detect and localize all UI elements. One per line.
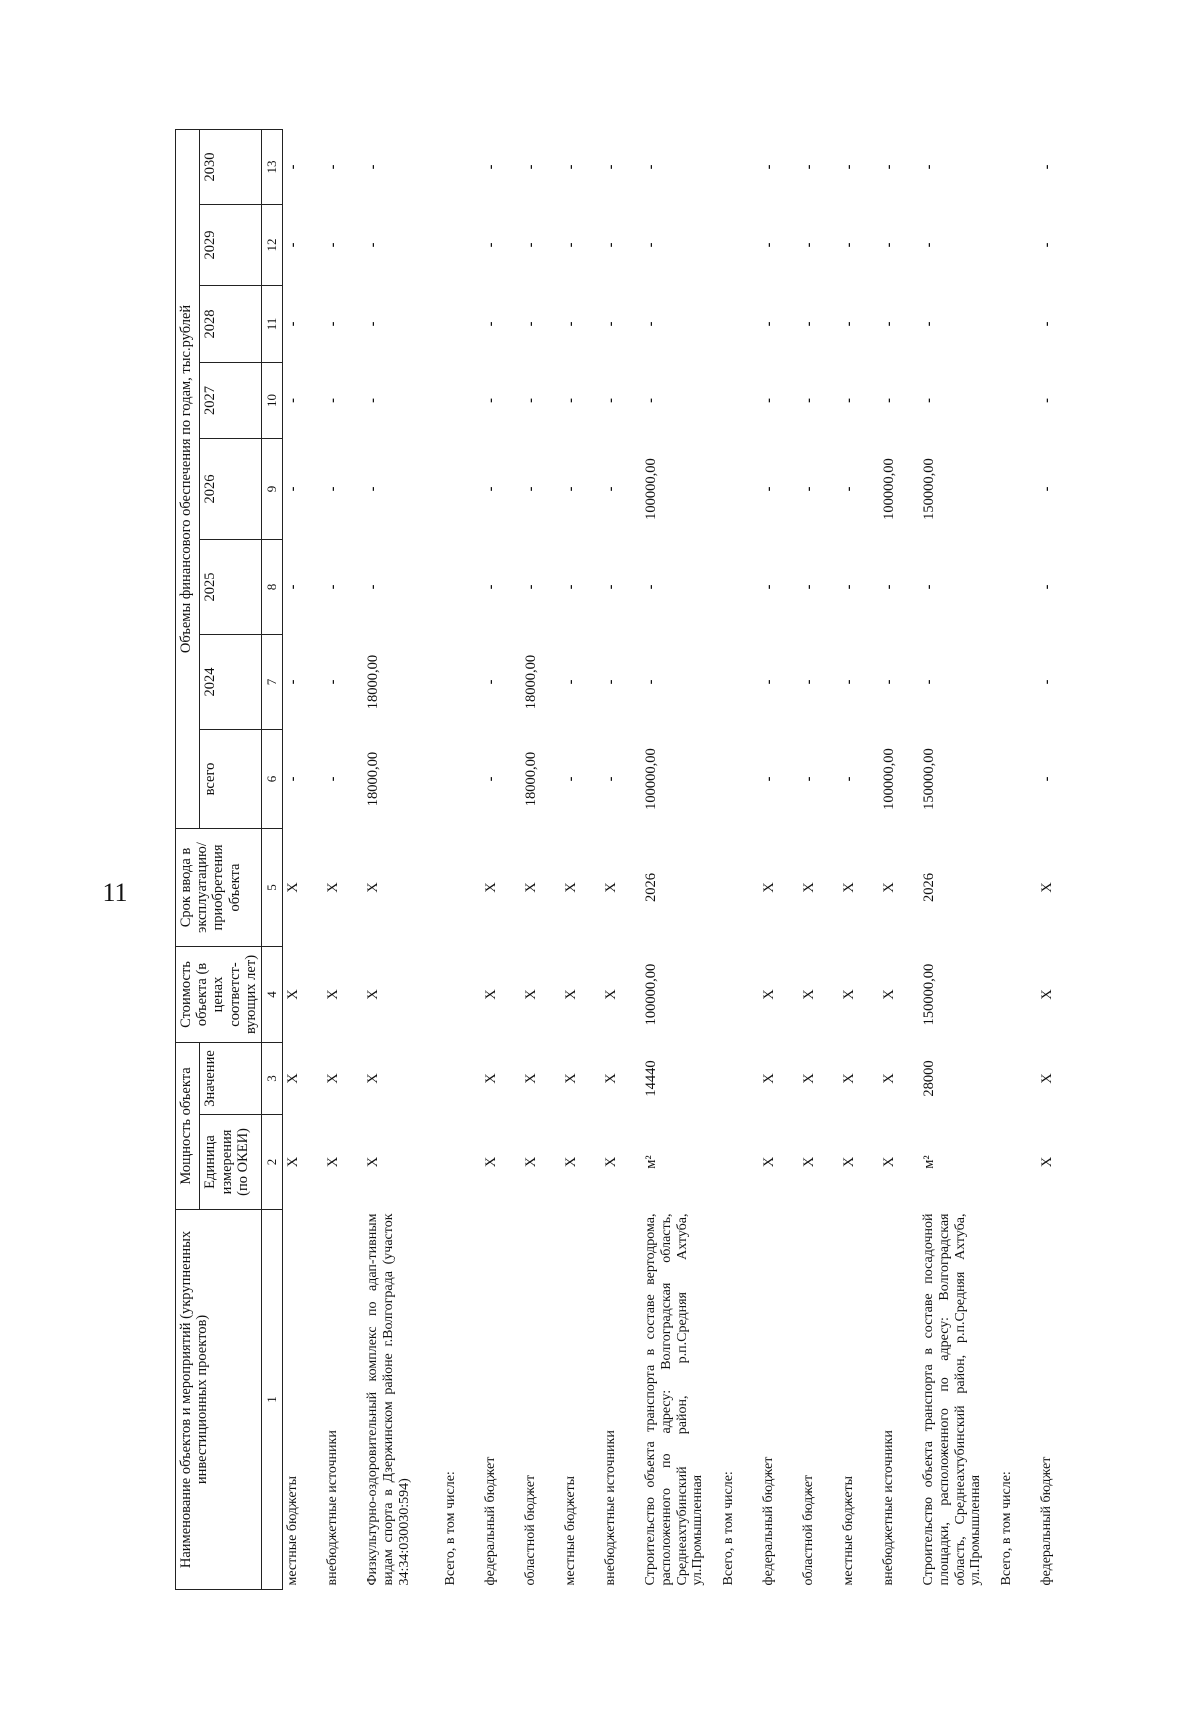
table-cell: 100000,00 — [643, 458, 660, 520]
row-name-cell: местные бюджеты — [563, 1475, 579, 1586]
table-cell: - — [285, 321, 302, 327]
table-cell: - — [563, 486, 580, 492]
row-name-cell: внебюджетные источники — [603, 1430, 619, 1586]
table-cell — [997, 129, 1037, 204]
header-name: Наименование объектов и мероприятий (укрупненных инвестиционных проектов) — [176, 1210, 262, 1590]
table-cell: - — [1039, 486, 1056, 492]
table-cell: - — [881, 584, 898, 590]
table-cell — [719, 1115, 759, 1210]
table-row — [879, 129, 919, 1589]
table-cell: - — [881, 398, 898, 403]
table-cell: - — [881, 321, 898, 327]
table-cell: X — [483, 882, 500, 893]
table-cell: - — [325, 486, 342, 492]
table-cell: X — [603, 989, 620, 1000]
row-name-cell: областной бюджет — [523, 1474, 539, 1586]
table-row — [521, 129, 561, 1589]
column-number: 8 — [262, 540, 283, 635]
table-cell — [997, 1043, 1037, 1115]
table-cell: - — [603, 242, 620, 248]
table-cell: - — [603, 164, 620, 170]
header-cost: Стоимость объекта (в ценах соответст-вующих лет) — [176, 947, 262, 1043]
table-cell: - — [325, 321, 342, 327]
table-row — [641, 129, 719, 1589]
table-cell: X — [325, 882, 342, 893]
table-cell: X — [563, 989, 580, 1000]
table-cell: - — [285, 776, 302, 782]
table-row — [441, 129, 481, 1589]
table-cell: X — [761, 1073, 778, 1084]
table-cell: X — [881, 989, 898, 1000]
table-row — [759, 129, 799, 1589]
table-cell: - — [523, 584, 540, 590]
table-cell: - — [841, 321, 858, 327]
table-cell — [719, 439, 759, 540]
table-cell: X — [523, 1073, 540, 1084]
table-cell: - — [603, 679, 620, 685]
table-cell: - — [1039, 679, 1056, 685]
table-cell: - — [523, 321, 540, 327]
column-number: 12 — [262, 205, 283, 286]
table-cell: - — [841, 776, 858, 782]
table-cell: 18000,00 — [523, 654, 540, 710]
header-total: всего — [200, 730, 262, 829]
table-cell: - — [325, 164, 342, 170]
table-cell — [997, 205, 1037, 286]
table-cell: - — [921, 398, 938, 403]
table-cell — [441, 1043, 481, 1115]
row-name-cell: местные бюджеты — [285, 1475, 301, 1586]
table-cell: - — [365, 584, 382, 590]
page-number: 11 — [102, 878, 128, 907]
table-cell: - — [643, 164, 660, 170]
table-cell: - — [921, 679, 938, 685]
column-number: 10 — [262, 363, 283, 439]
table-cell: - — [841, 242, 858, 248]
table-cell: - — [1039, 321, 1056, 327]
column-number: 6 — [262, 730, 283, 829]
table-cell: X — [285, 989, 302, 1000]
table-cell: 100000,00 — [643, 748, 660, 810]
table-cell: - — [285, 584, 302, 590]
table-cell: 150000,00 — [921, 963, 938, 1026]
row-name-cell: Строительство объекта транспорта в составе посадочной площадки, расположенного по адресу: Волгоградская область, Среднеахтубинский район, р.п.Средняя Ахтуба, ул.Промышленная — [921, 1213, 984, 1586]
table-row — [799, 129, 839, 1589]
table-cell — [441, 540, 481, 635]
table-cell: 18000,00 — [365, 654, 382, 710]
table-cell: X — [603, 882, 620, 893]
table-cell: - — [523, 242, 540, 248]
column-number: 13 — [262, 129, 283, 204]
table-cell: - — [523, 486, 540, 492]
header-year: 2029 — [200, 205, 262, 286]
header-term: Срок ввода в эксплуатацию/ приобретения объекта — [176, 829, 262, 947]
row-name-cell: Строительство объекта транспорта в составе вертодрома, расположенного по адресу: Волгоградская область, Среднеахтубинский район, р.п.Средняя Ахтуба, ул.Промышленная — [643, 1213, 706, 1586]
table-cell: - — [523, 164, 540, 170]
table-cell: - — [563, 679, 580, 685]
table-cell: X — [841, 1073, 858, 1084]
table-cell: - — [483, 486, 500, 492]
header-unit: Единица измерения (по ОКЕИ) — [200, 1115, 262, 1210]
table-cell: - — [801, 398, 818, 403]
table-cell: - — [285, 242, 302, 248]
table-cell: X — [563, 1156, 580, 1168]
table-cell: - — [801, 776, 818, 782]
table-cell: - — [285, 164, 302, 170]
table-cell — [719, 1043, 759, 1115]
table-cell — [719, 286, 759, 363]
table-cell: - — [325, 398, 342, 403]
table-row — [323, 129, 363, 1589]
table-cell — [441, 1115, 481, 1210]
column-number: 5 — [262, 829, 283, 947]
table-row — [719, 129, 759, 1589]
table-cell — [441, 947, 481, 1043]
table-cell: X — [483, 1073, 500, 1084]
table-cell: - — [921, 321, 938, 327]
table-cell: X — [365, 1156, 382, 1168]
table-cell: X — [801, 882, 818, 893]
row-name-cell: Всего, в том числе: — [721, 1471, 737, 1586]
table-cell: - — [603, 584, 620, 590]
table-cell: - — [1039, 398, 1056, 403]
table-cell: 100000,00 — [643, 963, 660, 1026]
header-year: 2025 — [200, 540, 262, 635]
table-cell: X — [1039, 1156, 1056, 1168]
table-body — [283, 129, 1078, 1589]
table-cell: - — [801, 321, 818, 327]
table-cell: X — [285, 1156, 302, 1168]
table-cell — [719, 129, 759, 204]
table-cell: - — [881, 164, 898, 170]
table-cell: - — [761, 242, 778, 248]
table-cell: 18000,00 — [365, 751, 382, 807]
row-name-cell: областной бюджет — [801, 1474, 817, 1586]
table-cell: X — [881, 1073, 898, 1084]
column-number: 9 — [262, 439, 283, 540]
table-cell: - — [881, 679, 898, 685]
table-cell: - — [761, 679, 778, 685]
table-cell: X — [881, 1156, 898, 1168]
table-cell: - — [365, 486, 382, 492]
table-cell: - — [563, 164, 580, 170]
table-cell — [719, 635, 759, 730]
table-cell: - — [643, 584, 660, 590]
table-cell: X — [523, 1156, 540, 1168]
table-cell: X — [761, 989, 778, 1000]
table-cell: 14440 — [643, 1060, 660, 1097]
table-cell: - — [1039, 242, 1056, 248]
table-cell: X — [285, 1073, 302, 1084]
table-cell — [719, 540, 759, 635]
table-cell: X — [325, 1156, 342, 1168]
table-cell: 2026 — [643, 873, 660, 902]
table-cell: - — [483, 164, 500, 170]
table-cell: - — [643, 398, 660, 403]
column-number: 3 — [262, 1043, 283, 1115]
table-cell: - — [365, 242, 382, 248]
table-row — [839, 129, 879, 1589]
table-cell: X — [801, 989, 818, 1000]
table-cell: - — [563, 584, 580, 590]
row-name-cell: внебюджетные источники — [325, 1430, 341, 1586]
table-cell: - — [801, 679, 818, 685]
table-cell: 100000,00 — [881, 748, 898, 810]
table-cell — [441, 635, 481, 730]
header-year: 2028 — [200, 286, 262, 363]
table-row — [481, 129, 521, 1589]
table-cell: - — [483, 679, 500, 685]
table-cell: - — [365, 398, 382, 403]
table-cell: - — [881, 242, 898, 248]
table-cell: X — [841, 989, 858, 1000]
table-cell — [997, 363, 1037, 439]
header-finance: Объемы финансового обеспечения по годам, тыс.рублей — [176, 129, 200, 828]
table-cell: - — [921, 164, 938, 170]
row-name-cell: Всего, в том числе: — [443, 1471, 459, 1586]
table-row — [997, 129, 1037, 1589]
table-cell — [441, 439, 481, 540]
table-cell: - — [285, 398, 302, 403]
table-cell: X — [1039, 882, 1056, 893]
table-cell: X — [1039, 989, 1056, 1000]
row-name-cell: федеральный бюджет — [1039, 1456, 1055, 1586]
table-cell: X — [523, 989, 540, 1000]
table-cell — [719, 947, 759, 1043]
table-cell: X — [761, 1156, 778, 1168]
column-number: 2 — [262, 1115, 283, 1210]
table-cell — [441, 286, 481, 363]
table-cell: X — [841, 882, 858, 893]
table-cell — [997, 1115, 1037, 1210]
table-cell: 2026 — [921, 873, 938, 902]
table-cell: - — [483, 242, 500, 248]
table-cell: - — [325, 584, 342, 590]
table-cell: 18000,00 — [523, 751, 540, 807]
column-number: 4 — [262, 947, 283, 1043]
table-cell: - — [841, 679, 858, 685]
table-cell: - — [325, 679, 342, 685]
row-name-cell: Всего, в том числе: — [999, 1471, 1015, 1586]
table-cell: - — [523, 398, 540, 403]
table-cell — [997, 829, 1037, 947]
table-cell: - — [563, 398, 580, 403]
row-name-cell: федеральный бюджет — [483, 1456, 499, 1586]
table-cell: - — [921, 242, 938, 248]
table-cell: - — [603, 776, 620, 782]
table-cell: - — [483, 776, 500, 782]
table-cell: X — [881, 882, 898, 893]
table-cell: - — [563, 321, 580, 327]
table-cell: м² — [921, 1155, 938, 1169]
table-row — [363, 129, 441, 1589]
table-cell: м² — [643, 1155, 660, 1169]
table-cell: X — [603, 1156, 620, 1168]
header-year: 2027 — [200, 363, 262, 439]
table-cell: 150000,00 — [921, 458, 938, 520]
table-cell: - — [483, 398, 500, 403]
table-cell — [719, 205, 759, 286]
table-cell: - — [801, 486, 818, 492]
table-cell: - — [761, 398, 778, 403]
header-year: 2024 — [200, 635, 262, 730]
table-cell: - — [1039, 164, 1056, 170]
table-cell: X — [325, 1073, 342, 1084]
header-year: 2026 — [200, 439, 262, 540]
table-cell: X — [761, 882, 778, 893]
table-cell: - — [841, 164, 858, 170]
column-number: 1 — [262, 1210, 283, 1590]
table-cell: - — [801, 584, 818, 590]
table-row — [919, 129, 997, 1589]
table-cell: - — [563, 242, 580, 248]
table-cell — [719, 829, 759, 947]
column-number: 7 — [262, 635, 283, 730]
table-cell: X — [603, 1073, 620, 1084]
table-cell: - — [285, 679, 302, 685]
table-cell — [997, 730, 1037, 829]
table-cell — [719, 363, 759, 439]
header-year: 2030 — [200, 129, 262, 204]
header-capacity: Мощность объекта — [176, 1043, 200, 1210]
table-cell: - — [761, 584, 778, 590]
table-cell: X — [801, 1156, 818, 1168]
table-cell: - — [841, 584, 858, 590]
table-cell: 150000,00 — [921, 748, 938, 810]
table-cell: - — [325, 242, 342, 248]
table-cell: - — [643, 242, 660, 248]
table-cell: X — [483, 989, 500, 1000]
row-name-cell: местные бюджеты — [841, 1475, 857, 1586]
table-cell: - — [761, 164, 778, 170]
table-cell — [997, 286, 1037, 363]
table-cell — [997, 540, 1037, 635]
table-row — [601, 129, 641, 1589]
table-cell: - — [483, 321, 500, 327]
table-cell: X — [483, 1156, 500, 1168]
table-cell: - — [325, 776, 342, 782]
table-cell: X — [325, 989, 342, 1000]
table-cell: - — [365, 321, 382, 327]
table-cell: X — [365, 882, 382, 893]
table-cell: - — [643, 321, 660, 327]
investment-projects-table — [175, 129, 1077, 1590]
table-cell: X — [563, 1073, 580, 1084]
table-row — [283, 129, 324, 1589]
table-cell: X — [365, 1073, 382, 1084]
table-row — [1037, 129, 1077, 1589]
table-cell — [997, 635, 1037, 730]
table-cell: - — [921, 584, 938, 590]
table-cell: - — [841, 398, 858, 403]
table-cell: - — [801, 164, 818, 170]
table-cell — [441, 363, 481, 439]
table-cell: - — [761, 486, 778, 492]
table-cell: X — [801, 1073, 818, 1084]
table-row — [561, 129, 601, 1589]
table-cell: - — [603, 486, 620, 492]
table-cell: - — [1039, 776, 1056, 782]
table-cell: X — [285, 882, 302, 893]
table-cell: - — [603, 321, 620, 327]
header-value: Значение — [200, 1043, 262, 1115]
table-cell: 100000,00 — [881, 458, 898, 520]
table-cell: X — [1039, 1073, 1056, 1084]
table-cell: X — [523, 882, 540, 893]
table-cell: X — [365, 989, 382, 1000]
table-cell — [441, 730, 481, 829]
table-cell: X — [841, 1156, 858, 1168]
table-cell: - — [285, 486, 302, 492]
table-cell: - — [761, 321, 778, 327]
table-cell — [719, 730, 759, 829]
table-cell — [441, 129, 481, 204]
row-name-cell: Физкультурно-оздоровительный комплекс по адап-тивным видам спорта в Дзержинском районе г.Волгограда (участок 34:34:030030:594) — [365, 1213, 412, 1586]
table-cell: X — [563, 882, 580, 893]
table-cell: - — [483, 584, 500, 590]
table-cell — [441, 205, 481, 286]
row-name-cell: внебюджетные источники — [881, 1430, 897, 1586]
table-cell — [997, 947, 1037, 1043]
table-cell: 28000 — [921, 1060, 938, 1097]
table-cell: - — [841, 486, 858, 492]
table-cell — [997, 439, 1037, 540]
table-cell: - — [761, 776, 778, 782]
table-cell: - — [563, 776, 580, 782]
column-number: 11 — [262, 286, 283, 363]
table-cell: - — [365, 164, 382, 170]
table-cell — [441, 829, 481, 947]
table-cell: - — [1039, 584, 1056, 590]
table-cell: - — [801, 242, 818, 248]
table-cell: - — [643, 679, 660, 685]
table-cell: - — [603, 398, 620, 403]
rotated-table-wrapper — [175, 130, 1075, 1590]
row-name-cell: федеральный бюджет — [761, 1456, 777, 1586]
